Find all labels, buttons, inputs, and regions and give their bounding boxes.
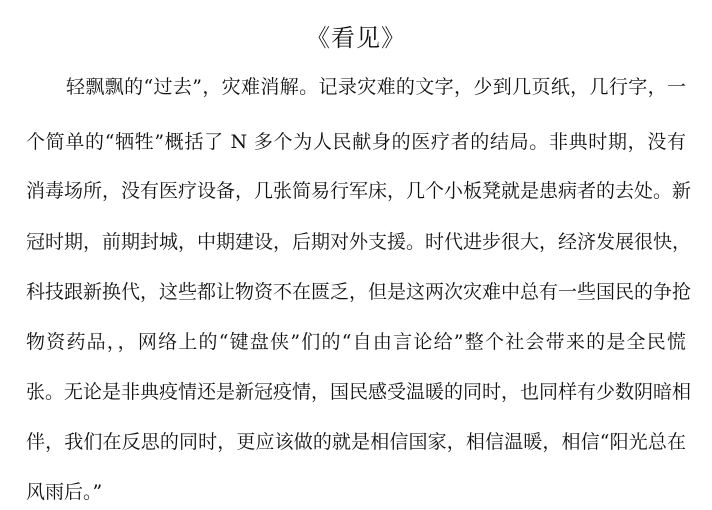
paragraph-line-2: 个简单的“牺牲”概括了 N 多个为人民献身的医疗者的结局。非典时期，没有 <box>26 131 686 153</box>
paragraph-line-7: 张。无论是非典疫情还是新冠疫情，国民感受温暖的同时，也同样有少数阴暗相 <box>26 381 692 403</box>
paragraph-line-4: 冠时期，前期封城，中期建设，后期对外支援。时代进步很大，经济发展很快， <box>26 231 692 253</box>
paragraph-line-6: 物资药品，，网络上的“键盘侠”们的“自由言论给”整个社会带来的是全民慌 <box>26 331 686 353</box>
paragraph-line-5: 科技跟新换代，这些都让物资不在匮乏，但是这两次灾难中总有一些国民的争抢 <box>26 281 692 303</box>
paragraph-line-1: 轻飘飘的“过去”，灾难消解。记录灾难的文字，少到几页纸，几行字，一 <box>66 76 686 98</box>
paragraph-line-3: 消毒场所，没有医疗设备，几张简易行军床，几个小板凳就是患病者的去处。新 <box>26 180 692 202</box>
paragraph-line-8: 伴，我们在反思的同时，更应该做的就是相信国家，相信温暖，相信“阳光总在 <box>26 431 686 453</box>
paragraph-line-9: 风雨后。” <box>26 481 103 503</box>
document-title: 《看见》 <box>306 24 406 52</box>
